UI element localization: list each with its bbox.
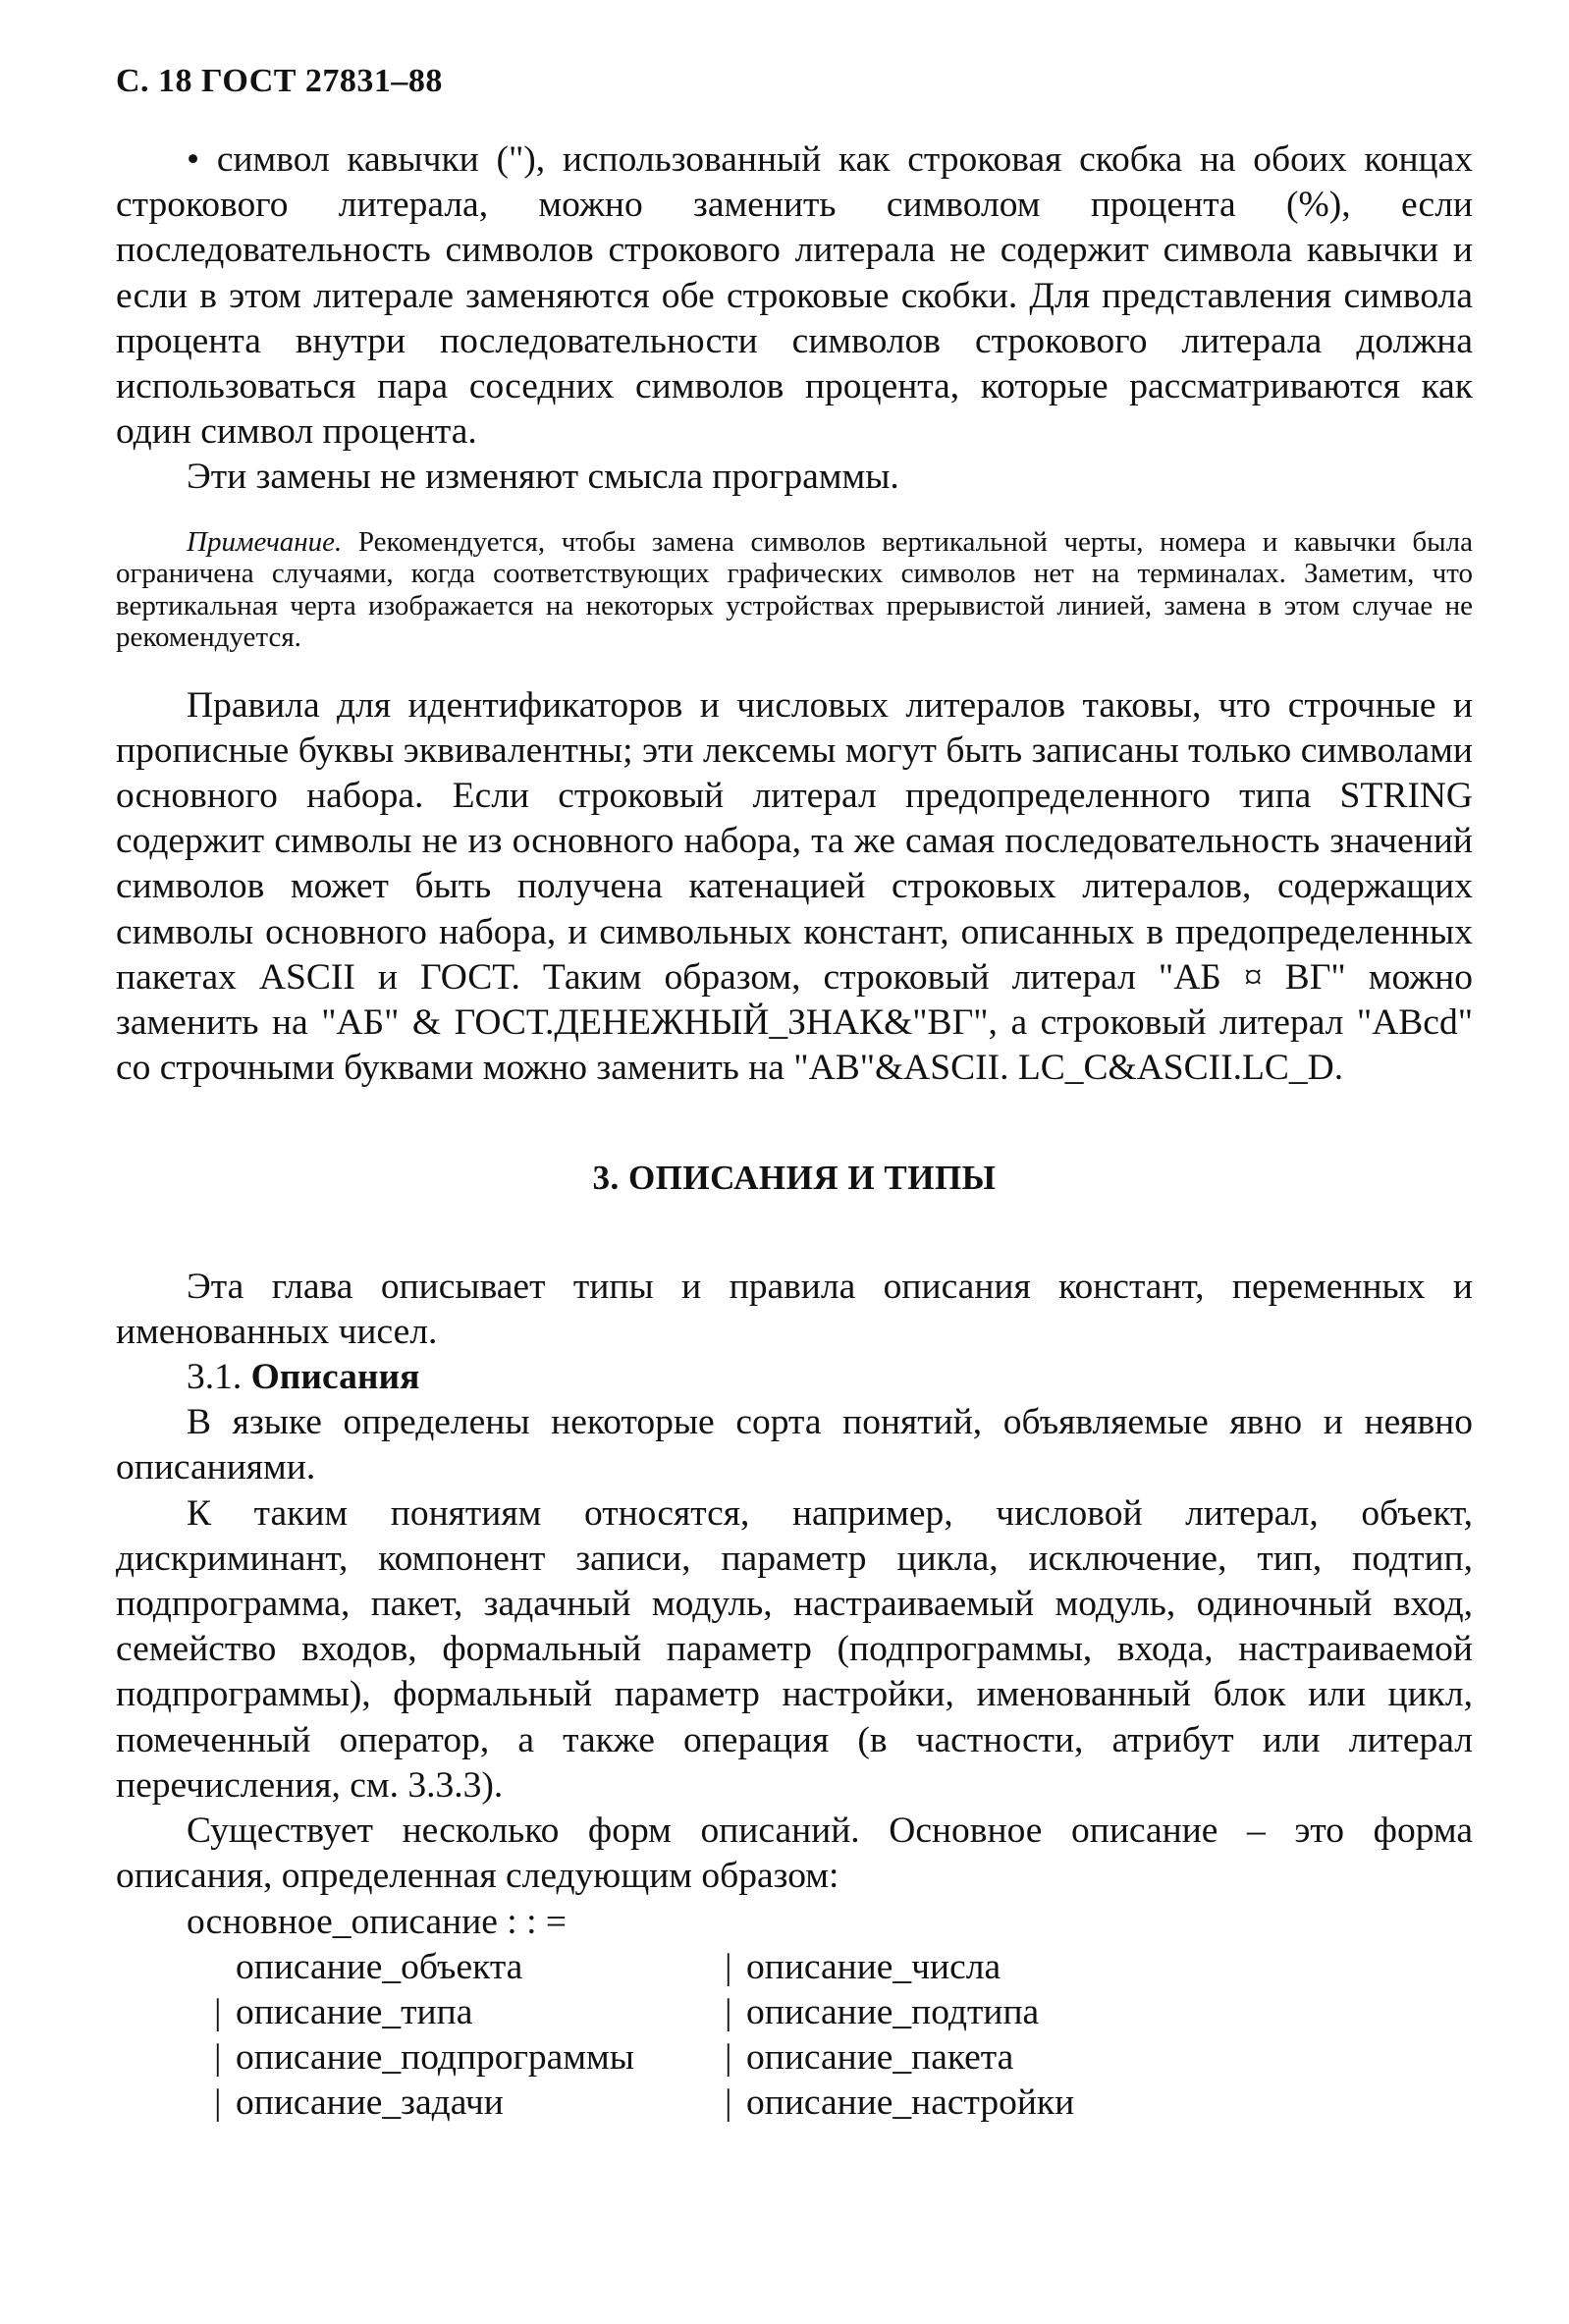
alt-separator: | [214, 2037, 222, 2079]
alt-separator: | [725, 1946, 732, 1987]
grammar-alt: | описание_пакета [725, 2035, 1235, 2081]
paragraph-kinds: В языке определены некоторые сорта понятий, объявляемые явно и неявно описаниями. [116, 1402, 1473, 1488]
section-title: 3. ОПИСАНИЯ И ТИПЫ [592, 1159, 997, 1198]
alt-separator: | [725, 2082, 732, 2124]
note-block [116, 526, 1473, 654]
subsection-title: Описания [250, 1357, 420, 1398]
paragraph-quote-substitution: • символ кавычки ("), использованный как строковая скобка на обоих концах строкового литерала, можно заменить символом процента (%), если последовательность символов строкового литерала не содержит символа кавычки и если в этом литерале заменяются обе строковые скобки. Для представления символа процента внутри последовательности символов строкового литерала должна использоваться пара соседних символов процента, которые рассматриваются как один символ процента. [116, 139, 1473, 453]
paragraph-identifier-rules: Правила для идентификаторов и числовых литералов таковы, что строчные и прописные буквы эквивалентны; эти лексемы могут быть записаны только символами основного набора. Если строковый литерал предопределенного типа STRING содержит символы не из основного набора, та же самая последовательность значений символов может быть получена катенацией строковых литералов, содержащих символы основного набора, и символьных констант, описанных в предопределенных пакетах ASCII и ГОСТ. Таким образом, строковый литерал "АБ ¤ ВГ" можно заменить на "АБ" & ГОСТ.ДЕНЕЖНЫЙ_ЗНАК&"ВГ", а строковый литерал "ABcd" со строчными буквами можно заменить на "AB"&ASCII. LC_C&ASCII.LC_D. [116, 684, 1473, 1089]
grammar-alt: | описание_числа [725, 1945, 1235, 1990]
paragraph-forms: Существует несколько форм описаний. Основное описание – это форма описания, определенная следующим образом: [116, 1811, 1473, 1897]
grammar-rule [116, 1900, 1473, 2127]
alt-separator: | [214, 2082, 222, 2124]
paragraph-examples: К таким понятиям относятся, например, числовой литерал, объект, дискриминант, компонент записи, параметр цикла, исключение, тип, подтип, подпрограмма, пакет, задачный модуль, настраиваемый модуль, одиночный вход, семейство входов, формальный параметр (подпрограммы, входа, настраиваемой подпрограммы), формальный параметр настройки, именованный блок или цикл, помеченный оператор, а также операция (в частности, атрибут или литерал перечисления, см. 3.3.3). [116, 1492, 1473, 1806]
grammar-alt: | описание_подпрограммы [214, 2035, 725, 2081]
page-header: С. 18 ГОСТ 27831–88 [116, 63, 443, 99]
grammar-alt: | описание_настройки [725, 2081, 1235, 2126]
note-text: Рекомендуется, чтобы замена символов вертикальной черты, номера и кавычки была ограничена случаями, когда соответствующих графических символов нет на терминалах. Заметим, что вертикальная черта изображается на некоторых устройствах прерывистой линией, замена в этом случае не рекомендуется. [116, 525, 1473, 654]
grammar-alt: | описание_задачи [214, 2081, 725, 2126]
subsection-heading [116, 1355, 1473, 1400]
alt-separator: | [725, 2037, 732, 2079]
document-page [116, 63, 1473, 2127]
grammar-rule-head: основное_описание : : = [187, 1901, 568, 1942]
paragraph-meaning-unchanged: Эти замены не изменяют смысла программы. [187, 457, 899, 498]
grammar-alt: описание_объекта [236, 1946, 523, 1987]
alt-separator: | [725, 1991, 732, 2032]
alt-separator: | [214, 1991, 222, 2032]
subsection-number: 3.1. [187, 1357, 251, 1398]
note-label: Примечание. [187, 525, 343, 558]
grammar-alt: | описание_подтипа [725, 1990, 1235, 2035]
grammar-alternatives [116, 1945, 1473, 2127]
section-intro: Эта глава описывает типы и правила описания констант, переменных и именованных чисел. [116, 1266, 1473, 1352]
grammar-alt: | описание_типа [214, 1990, 725, 2035]
body [116, 137, 1473, 2127]
